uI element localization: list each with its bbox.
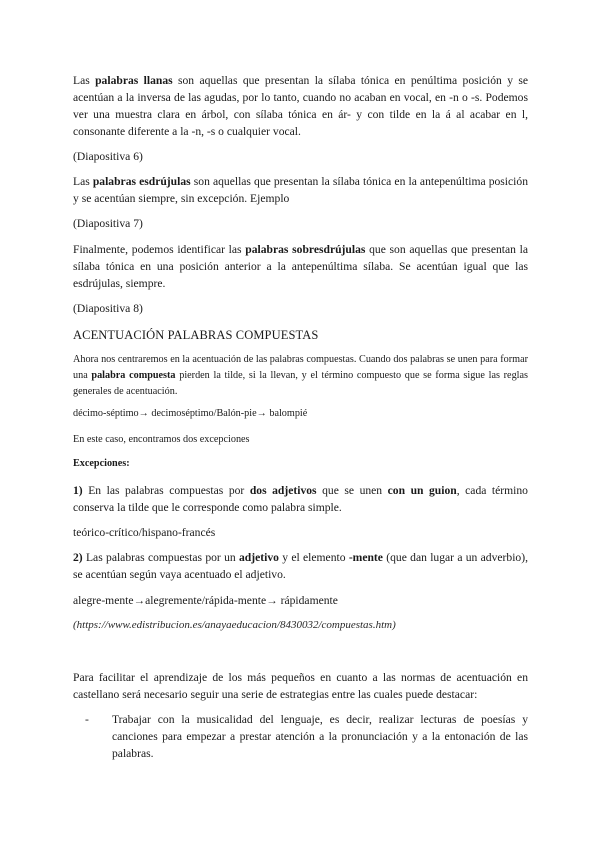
section-heading: ACENTUACIÓN PALABRAS COMPUESTAS <box>73 328 319 342</box>
bold-term: palabras llanas <box>95 74 173 87</box>
paragraph-palabras-sobresdrujulas <box>73 241 528 292</box>
text-run: que son aquellas que presentan la sílaba tónica en una posición anterior a la antepenúltima sílaba. Se acentúan igual que las esdrújulas, siempre. <box>73 243 528 290</box>
paragraph-palabras-llanas <box>73 72 528 140</box>
list-number: 1) <box>73 484 83 497</box>
text-run: , cada término conserva la tilde que le corresponde como palabra simple. <box>73 484 528 514</box>
bold-term: dos adjetivos <box>249 484 317 497</box>
source-url: (https://www.edistribucion.es/anayaeducacion/8430032/compuestas.htm) <box>73 619 396 631</box>
paragraph-exceptions-intro: En este caso, encontramos dos excepciones <box>73 434 250 445</box>
list-number: 2) <box>73 551 83 564</box>
slide-reference-6: (Diapositiva 6) <box>73 150 143 163</box>
text-run: Las <box>73 74 96 87</box>
text-run: Las palabras compuestas por un <box>82 551 239 564</box>
example-compound-words: décimo-séptimo→ decimoséptimo/Balón-pie→ balompié <box>73 408 308 419</box>
text-run: son aquellas que presentan la sílaba tónica en penúltima posición y se acentúan a la inversa de las agudas, por lo tanto, cuando no acaban en vocal, en -n o -s. Podemos ver una muestra clara en árbol, con sílaba tónica en ár- y con tilde en la á al acabar en l, consonante diferente a la -n, -s o cualquier vocal. <box>73 74 529 138</box>
strategy-list <box>85 711 528 774</box>
list-bullet: - <box>85 713 89 726</box>
bold-term: -mente <box>348 551 383 564</box>
text-run: Ahora nos centraremos en la acentuación de las palabras compuestas. Cuando dos palabras se unen para formar una <box>73 354 528 381</box>
text-run: que se unen <box>316 484 388 497</box>
text-run: y el elemento <box>278 551 349 564</box>
bold-term: palabras sobresdrújulas <box>245 243 366 256</box>
exceptions-label <box>73 456 528 472</box>
example-adverbs: alegre-mente→alegremente/rápida-mente→ rápidamente <box>73 594 338 607</box>
paragraph-palabras-compuestas <box>73 352 528 400</box>
text-run: Las <box>73 175 93 188</box>
bold-term: palabra compuesta <box>91 370 176 381</box>
bold-term: con un guion <box>387 484 457 497</box>
paragraph-strategies: Para facilitar el aprendizaje de los más pequeños en cuanto a las normas de acentuación en castellano será necesario seguir una serie de estrategias entre las cuales puede destacar: <box>73 671 528 701</box>
bold-term: Excepciones: <box>73 458 130 469</box>
text-run: Finalmente, podemos identificar las <box>73 243 246 256</box>
bold-term: adjetivo <box>239 551 279 564</box>
slide-reference-8: (Diapositiva 8) <box>73 302 143 315</box>
text-run: son aquellas que presentan la sílaba tónica en la antepenúltima posición y se acentúan siempre, sin excepción. Ejemplo <box>73 175 528 205</box>
text-run: En las palabras compuestas por <box>82 484 250 497</box>
exception-1 <box>73 482 528 516</box>
list-item: Trabajar con la musicalidad del lenguaje, es decir, realizar lecturas de poesías y canciones para empezar a prestar atención a la pronunciación y a la entonación de las palabras. <box>112 713 528 760</box>
paragraph-palabras-esdrujulas <box>73 173 528 207</box>
text-run: (que dan lugar a un adverbio), se acentúan según vaya acentuado el adjetivo. <box>73 551 528 581</box>
text-run: pierden la tilde, si la llevan, y el término compuesto que se forma sigue las reglas generales de acentuación. <box>73 370 528 397</box>
example-adjectives: teórico-crítico/hispano-francés <box>73 526 216 539</box>
exception-2 <box>73 549 528 583</box>
slide-reference-7: (Diapositiva 7) <box>73 217 143 230</box>
bold-term: palabras esdrújulas <box>92 175 191 188</box>
